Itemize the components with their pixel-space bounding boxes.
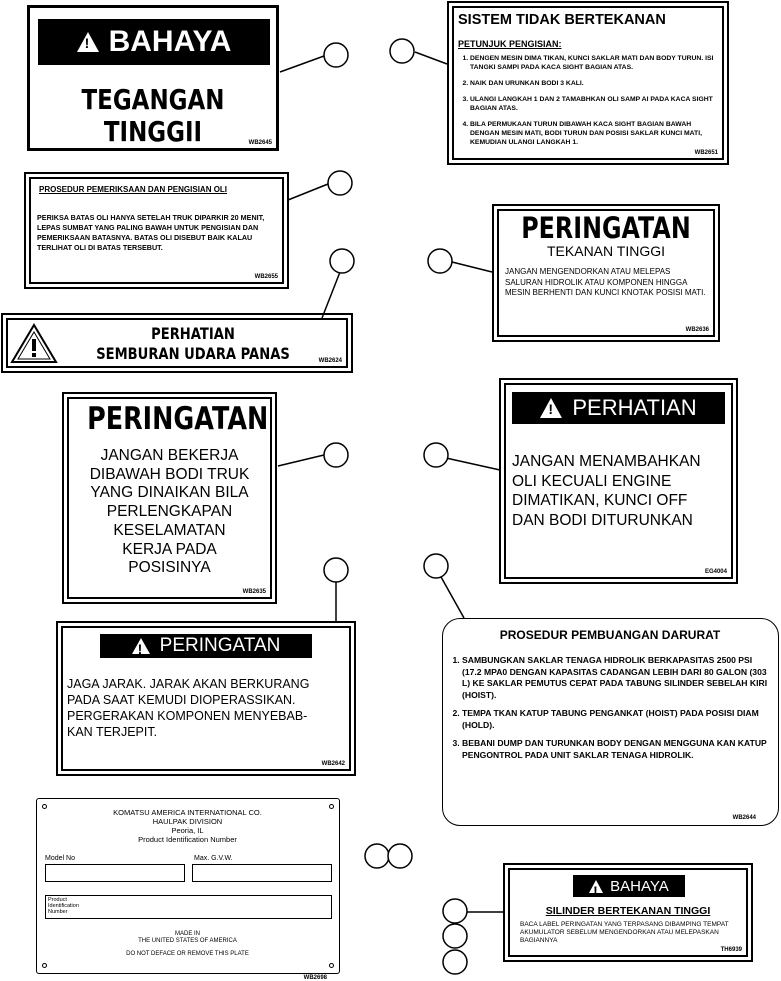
part-code: EG4004	[704, 569, 727, 575]
instruction-step: 1. DENGEN MESIN DIMA TIKAN, KUNCI SAKLAR MATI DAN BODY TURUN. ISI TANGKI SAMPI PADA KACA SIGHT BAGIAN ATAS.	[470, 54, 718, 72]
decal-perhatian-oli	[504, 383, 733, 579]
decal-title: PROSEDUR PEMBUANGAN DARURAT	[499, 628, 721, 642]
plate-pin-label: Product Identification Number	[138, 835, 237, 844]
callout-circle	[424, 443, 448, 467]
decal-text-line: KESELAMATAN	[113, 521, 226, 539]
warning-triangle-icon	[77, 32, 99, 52]
warning-header: PERINGATAN	[521, 211, 691, 245]
instruction-step: 2. NAIK DAN URUNKAN BODI 3 KALI.	[470, 79, 718, 88]
gvw-field	[192, 864, 332, 882]
decal-perhatian-udara	[6, 318, 348, 368]
decal-bahaya-silinder	[508, 868, 748, 957]
instruction-step: 4. BILA PERMUKAAN TURUN DIBAWAH KACA SIGHT BAGIAN BAWAH DENGAN MESIN MATI, BODI TURUN DAN POSISI SAKLAR KUNCI MATI, KEMUDIAN ULANGI LANGKAH 1.	[470, 120, 718, 147]
product-id-plate	[36, 798, 340, 981]
danger-header	[573, 875, 685, 897]
gvw-label: Max. G.V.W.	[194, 855, 233, 862]
instruction-step: 3. ULANGI LANGKAH 1 DAN 2 TAMABHKAN OLI SAMP AI PADA KACA SIGHT BAGIAN ATAS.	[470, 95, 718, 113]
decal-prosedur-oli	[29, 177, 284, 284]
model-field	[45, 864, 185, 882]
decal-text-line: SEMBURAN UDARA PANAS	[96, 344, 290, 363]
warning-triangle-icon	[540, 398, 562, 418]
part-code: WB2636	[685, 327, 709, 333]
decal-text-line: PADA SAAT KEMUDI DIOPERASSIKAN.	[67, 693, 296, 707]
warning-header	[100, 634, 312, 658]
warning-triangle-icon	[10, 322, 58, 364]
part-code: WB2651	[694, 150, 718, 156]
warning-triangle-icon	[132, 638, 150, 654]
decal-body	[69, 447, 270, 578]
danger-header-label: BAHAYA	[108, 25, 232, 58]
made-in-label: MADE IN	[174, 931, 200, 937]
instruction-step: 1. SAMBUNGKAN SAKLAR TENAGA HIDROLIK BERKAPASITAS 2500 PSI (17.2 MPA0 DENGAN KAPASITAS CADANGAN LEBIH DARI 80 GALON (303 L) KE SAKLAR PEMUTUS CEPAT PADA TABUNG SILINDER SEBELAH KIRI (HOIST).	[462, 655, 768, 701]
decal-text-line: OLI KECUALI ENGINE	[512, 472, 672, 490]
product-id-field	[45, 895, 332, 919]
caution-header-label: PERHATIAN	[572, 395, 697, 420]
instruction-step: 3. BEBANI DUMP DAN TURUNKAN BODY DENGAN MENGGUNA KAN KATUP PENGONTROL PADA UNIT SAKLAR TENAGA HIDROLIK.	[462, 738, 768, 761]
decal-text-line: DIBAWAH BODI TRUK	[89, 465, 250, 483]
made-in-country: THE UNITED STATES OF AMERICA	[138, 938, 237, 944]
callout-circle	[324, 443, 348, 467]
decal-subtitle: PETUNJUK PENGISIAN:	[458, 39, 562, 49]
decal-body	[512, 452, 730, 530]
callout-circle	[324, 43, 348, 67]
decal-body: JANGAN MENGENDORKAN ATAU MELEPAS SALURAN HIDROLIK ATAU KOMPONEN HINGGA MESIN BERHENTI DAN KUNCI KNOTAK POSISI MATI.	[505, 267, 706, 297]
callout-circle	[388, 844, 412, 868]
callout-circle	[330, 249, 354, 273]
decal-prosedur-pembuangan	[442, 618, 779, 826]
decal-text-line: PERGERAKAN KOMPONEN MENYEBAB-	[67, 709, 308, 723]
decal-text-line: JANGAN BEKERJA	[100, 447, 239, 464]
callout-circle	[328, 171, 352, 195]
plate-company: KOMATSU AMERICA INTERNATIONAL CO.	[113, 808, 262, 817]
instructions-list	[446, 655, 768, 768]
callout-circle	[443, 924, 467, 948]
plate-footer	[37, 931, 338, 958]
decal-text-line: KERJA PADA	[122, 540, 217, 558]
decal-text-line: PERHATIAN	[151, 324, 235, 343]
decal-text-line: PERLENGKAPAN	[106, 503, 233, 521]
decal-title: PROSEDUR PEMERIKSAAN DAN PENGISIAN OLI	[39, 185, 228, 194]
decal-text-line: POSISINYA	[128, 559, 211, 577]
decal-text-line: KAN TERJEPIT.	[67, 725, 158, 739]
callout-circle	[443, 899, 467, 923]
callout-circle	[390, 39, 414, 63]
part-code: WB2645	[248, 140, 272, 146]
decal-peringatan-jarak	[61, 626, 351, 771]
decal-body	[67, 676, 349, 740]
part-code: WB2655	[254, 274, 278, 280]
warning-header: PERINGATAN	[87, 401, 269, 437]
decal-peringatan-tekanan	[497, 209, 715, 337]
decal-text-line: JAGA JARAK. JARAK AKAN BERKURANG	[67, 677, 310, 691]
danger-header	[38, 19, 270, 65]
callout-circle	[365, 844, 389, 868]
danger-header-label: BAHAYA	[610, 877, 669, 895]
decal-subheader: TEKANAN TINGGI	[547, 243, 665, 259]
callout-circle	[324, 558, 348, 582]
part-code: WB2644	[732, 815, 756, 821]
decal-text-line: DAN BODI DITURUNKAN	[512, 511, 693, 529]
rivet-hole	[329, 963, 334, 968]
callout-circle	[428, 249, 452, 273]
part-code: WB2642	[321, 761, 345, 767]
decal-body: PERIKSA BATAS OLI HANYA SETELAH TRUK DIPARKIR 20 MENIT, LEPAS SUMBAT YANG PALING BAWAH UNTUK PENGISIAN DAN PEMERIKSAAN BATASNYA. BATAS OLI DISEBUT BAIK KALAU TERLIHAT OLI DI BATAS TERSEBUT.	[37, 213, 265, 252]
plate-warning: DO NOT DEFACE OR REMOVE THIS PLATE	[126, 951, 249, 957]
decal-text-line: DIMATIKAN, KUNCI OFF	[512, 492, 688, 509]
caution-header	[512, 392, 725, 424]
decal-sistem-tidak-bertekanan	[452, 6, 724, 160]
decal-title: SISTEM TIDAK BERTEKANAN	[458, 12, 666, 28]
decal-text-line: TINGGII	[103, 115, 203, 148]
decal-text-line: JANGAN MENAMBAHKAN	[512, 453, 701, 470]
rivet-hole	[42, 963, 47, 968]
plate-city: Peoria, IL	[171, 826, 204, 835]
plate-division: HAULPAK DIVISION	[152, 817, 223, 826]
model-label: Model No	[45, 855, 75, 862]
instructions-list	[456, 54, 718, 154]
product-id-label: Product Identification Number	[48, 897, 79, 916]
plate-header	[37, 808, 338, 844]
callout-circle	[443, 950, 467, 974]
part-code: WB2624	[318, 358, 342, 364]
decal-text-line: YANG DINAIKAN BILA	[90, 484, 249, 502]
decal-text-line: TEGANGAN	[81, 83, 225, 116]
part-code: WB2635	[242, 589, 266, 595]
decal-body: BACA LABEL PERINGATAN YANG TERPASANG DIBAMPING TEMPAT AKUMULATOR SEBELUM MENGENDORKAN ATAU MELEPASKAN BAGIANNYA	[520, 921, 729, 944]
decal-peringatan-bodi	[67, 397, 272, 599]
instruction-step: 2. TEMPA TKAN KATUP TABUNG PENGANKAT (HOIST) PADA POSISI DIAM (HOLD).	[462, 708, 768, 731]
decal-bahaya-tegangan	[27, 5, 279, 151]
warning-triangle-icon	[589, 880, 603, 893]
callout-circle	[424, 554, 448, 578]
decal-title: SILINDER BERTEKANAN TINGGI	[545, 905, 711, 917]
part-code: TH6939	[720, 947, 742, 953]
warning-header-label: PERINGATAN	[159, 635, 281, 656]
part-code: WB2698	[303, 975, 327, 981]
